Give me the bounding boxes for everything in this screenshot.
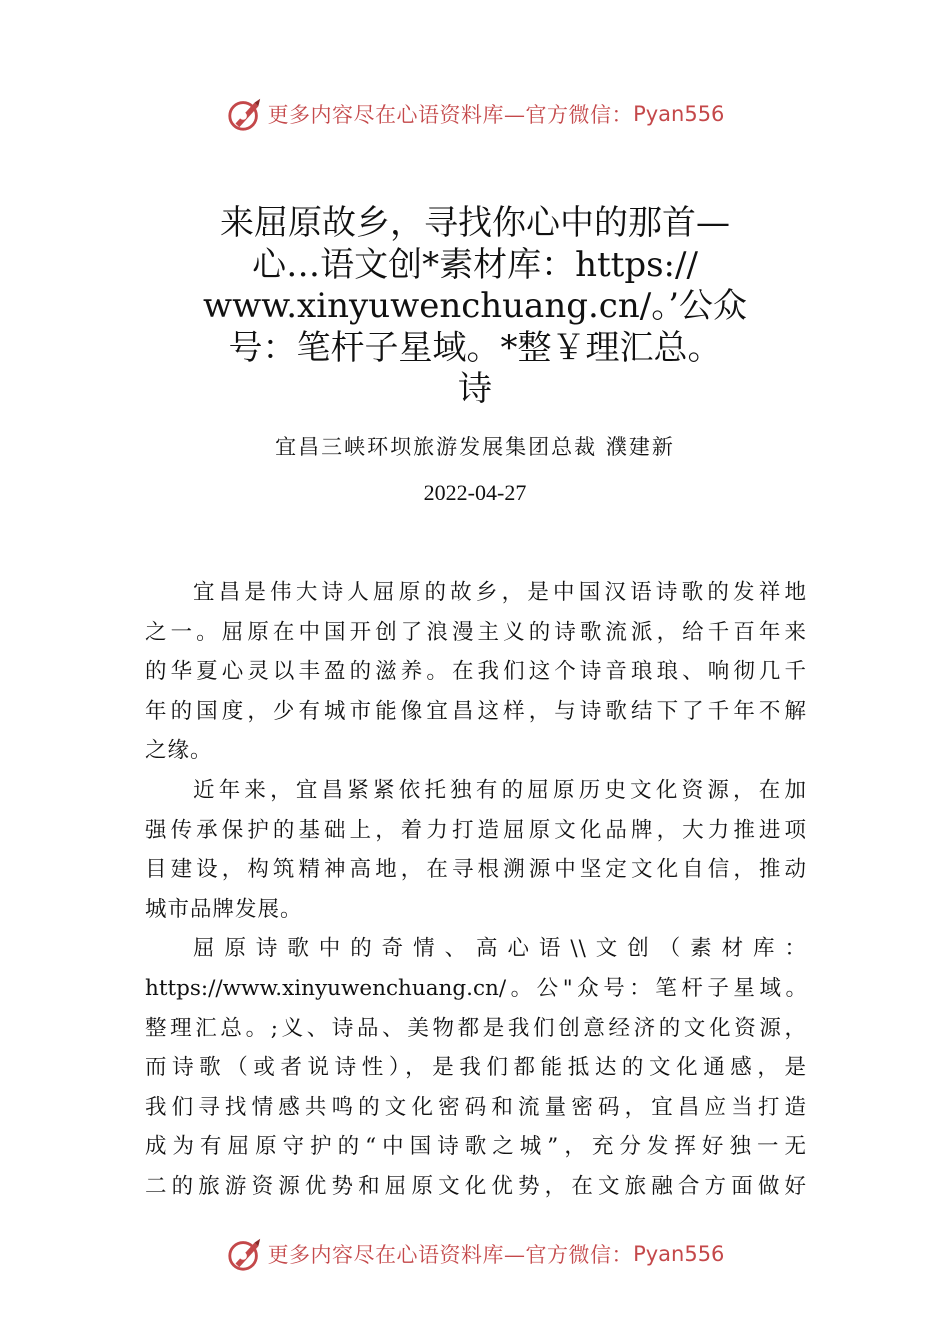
text-line: https://www.xinyuwenchuang.cn/。公"众号：笔杆子星域。 — [145, 975, 807, 1001]
text-line: 屈原诗歌中的奇情、高心语\\文创（素材库： — [193, 936, 807, 962]
title-line: www.xinyuwenchuang.cn/。’公众 — [202, 286, 748, 326]
publish-date: 2022-04-27 — [423, 480, 527, 505]
header-banner — [0, 94, 950, 134]
text-line: 整理汇总。;义、诗品、美物都是我们创意经济的文化资源， — [145, 1015, 807, 1041]
text-line: 年的国度，少有城市能像宜昌这样，与诗歌结下了千年不解 — [145, 698, 807, 724]
text-line: 近年来，宜昌紧紧依托独有的屈原历史文化资源，在加 — [193, 777, 807, 803]
text-line: 而诗歌（或者说诗性），是我们都能抵达的文化通感，是 — [145, 1055, 807, 1081]
text-line: 的华夏心灵以丰盈的滋养。在我们这个诗音琅琅、响彻几千 — [145, 659, 807, 685]
title-line: 诗 — [458, 369, 492, 409]
document-title — [200, 203, 750, 411]
text-line: 目建设，构筑精神高地，在寻根溯源中坚定文化自信，推动 — [145, 857, 807, 883]
text-line: 宜昌是伟大诗人屈原的故乡，是中国汉语诗歌的发祥地 — [193, 580, 807, 605]
text-line: 之缘。 — [145, 738, 213, 764]
banner-text: 更多内容尽在心语资料库—官方微信： — [267, 1243, 634, 1267]
banner-wechat-id: Pyan556 — [633, 1242, 725, 1266]
title-line: 心…语文创*素材库：https:// — [252, 244, 698, 285]
paragraph — [145, 929, 807, 1206]
footer-banner — [0, 1234, 950, 1274]
banner-wechat-id: Pyan556 — [633, 102, 725, 126]
title-line: 号：笔杆子星域。*整￥理汇总。 — [228, 327, 722, 368]
text-line: 强传承保护的基础上，着力打造屈原文化品牌，大力推进项 — [145, 817, 807, 843]
text-line: 我们寻找情感共鸣的文化密码和流量密码，宜昌应当打造 — [145, 1094, 807, 1120]
pen-logo-icon — [226, 95, 264, 133]
text-line: 成为有屈原守护的“中国诗歌之城”，充分发挥好独一无 — [145, 1134, 807, 1160]
banner-text: 更多内容尽在心语资料库—官方微信： — [267, 103, 634, 127]
title-line: 来屈原故乡，寻找你心中的那首— — [220, 203, 730, 243]
text-line: 城市品牌发展。 — [145, 896, 303, 922]
paragraph — [145, 771, 807, 929]
paragraph — [145, 573, 807, 771]
author-line: 宜昌三峡环坝旅游发展集团总裁 濮建新 — [275, 435, 675, 459]
text-line: 二的旅游资源优势和屈原文化优势，在文旅融合方面做好 — [145, 1173, 807, 1199]
text-line: 之一。屈原在中国开创了浪漫主义的诗歌流派，给千百年来 — [145, 619, 807, 645]
article-body — [145, 573, 807, 1207]
pen-logo-icon — [226, 1235, 264, 1273]
